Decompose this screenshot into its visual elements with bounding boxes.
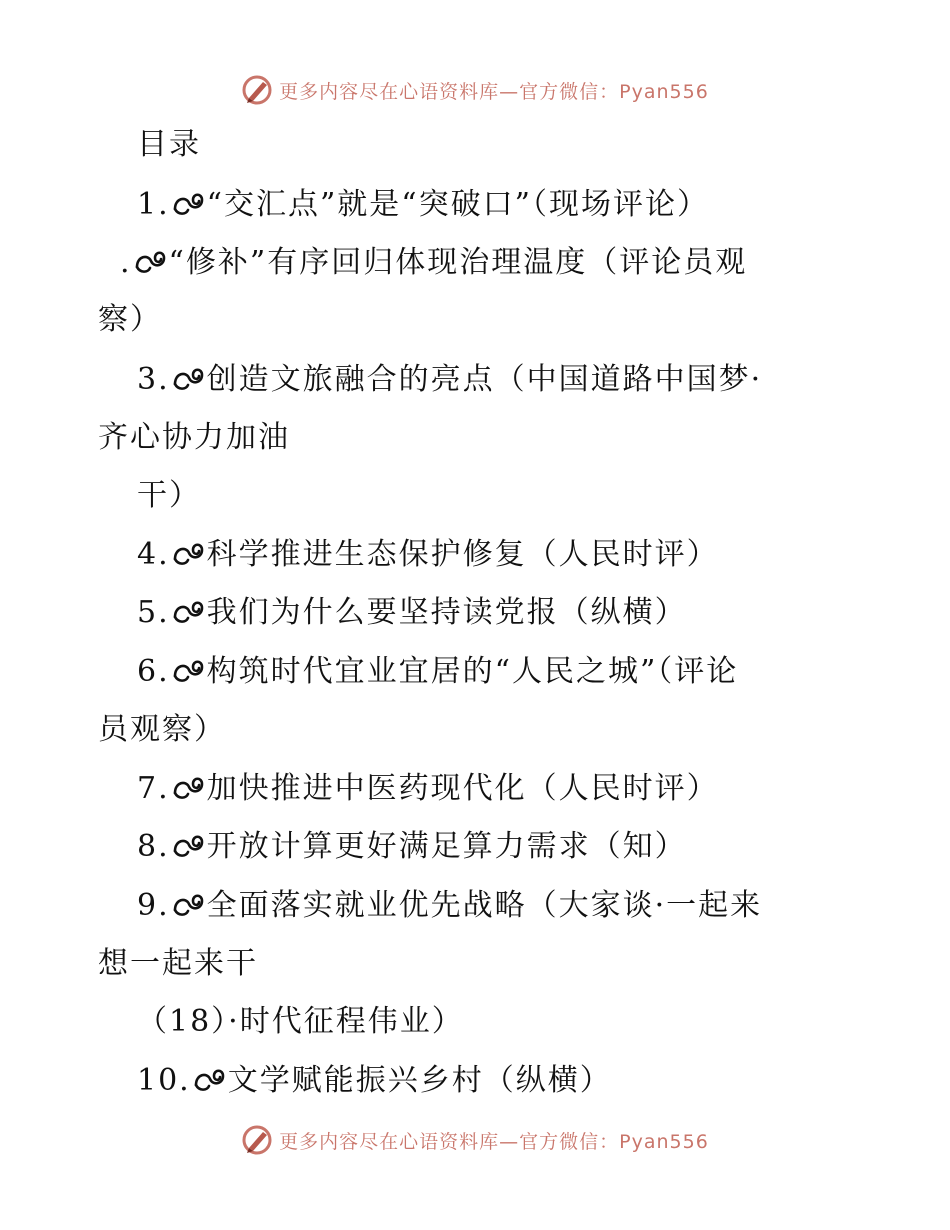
toc-entry-6[interactable] [137, 652, 738, 692]
entry-text: 科学推进生态保护修复（人民时评） [206, 537, 719, 572]
entry-text: 加快推进中医药现代化（人民时评） [206, 771, 719, 806]
entry-number: 1. [137, 187, 170, 222]
pen-logo-icon [241, 74, 273, 106]
toc-entry-5[interactable] [137, 593, 687, 633]
swirl-bullet-icon [172, 831, 206, 861]
swirl-bullet-icon [172, 597, 206, 627]
watermark-text: 更多内容尽在心语资料库—官方微信：Pyan556 [279, 1130, 709, 1153]
entry-continuation: 干） [137, 478, 201, 513]
entry-number: 8. [137, 829, 170, 864]
toc-entry-2[interactable] [120, 243, 747, 283]
entry-number: 9. [137, 888, 170, 923]
entry-number: 4. [137, 537, 170, 572]
toc-entry-7[interactable] [137, 769, 719, 809]
header-watermark [0, 70, 950, 110]
watermark-text: 更多内容尽在心语资料库—官方微信：Pyan556 [279, 80, 709, 103]
toc-entry-9[interactable] [137, 886, 762, 926]
swirl-bullet-icon [172, 656, 206, 686]
entry-text: 文学赋能振兴乡村（纵横） [227, 1063, 612, 1098]
swirl-bullet-icon [172, 539, 206, 569]
entry-text: 全面落实就业优先战略（大家谈·一起来 [206, 888, 763, 923]
entry-text: 我们为什么要坚持读党报（纵横） [206, 595, 687, 630]
entry-number: 5. [137, 595, 170, 630]
entry-text: “交汇点”就是“突破口”（现场评论） [206, 187, 709, 222]
toc-entry-8[interactable] [137, 827, 687, 867]
entry-number: 6. [137, 654, 170, 689]
entry-number: 7. [137, 771, 170, 806]
swirl-bullet-icon [172, 364, 206, 394]
entry-continuation: （18）·时代征程伟业） [137, 1004, 464, 1039]
entry-number: . [120, 245, 132, 280]
toc-entry-4[interactable] [137, 535, 719, 575]
swirl-bullet-icon [172, 890, 206, 920]
pen-logo-icon [241, 1124, 273, 1156]
toc-entry-1[interactable] [137, 185, 709, 225]
swirl-bullet-icon [134, 247, 168, 277]
entry-continuation: 想一起来干 [98, 946, 258, 981]
entry-text: 创造文旅融合的亮点（中国道路中国梦· [206, 362, 763, 397]
entry-continuation: 员观察） [98, 712, 226, 747]
entry-continuation: 齐心协力加油 [98, 420, 290, 455]
swirl-bullet-icon [172, 773, 206, 803]
entry-text: 开放计算更好满足算力需求（知） [206, 829, 687, 864]
entry-continuation: 察） [98, 302, 162, 337]
toc-title: 目录 [137, 127, 201, 162]
swirl-bullet-icon [193, 1065, 227, 1095]
toc-entry-10[interactable] [137, 1061, 612, 1101]
entry-text: “修补”有序回归体现治理温度（评论员观 [168, 245, 748, 280]
footer-watermark [0, 1120, 950, 1160]
entry-number: 3. [137, 362, 170, 397]
swirl-bullet-icon [172, 189, 206, 219]
entry-text: 构筑时代宜业宜居的“人民之城”（评论 [206, 654, 739, 689]
entry-number: 10. [137, 1063, 191, 1098]
toc-entry-3[interactable] [137, 360, 762, 400]
